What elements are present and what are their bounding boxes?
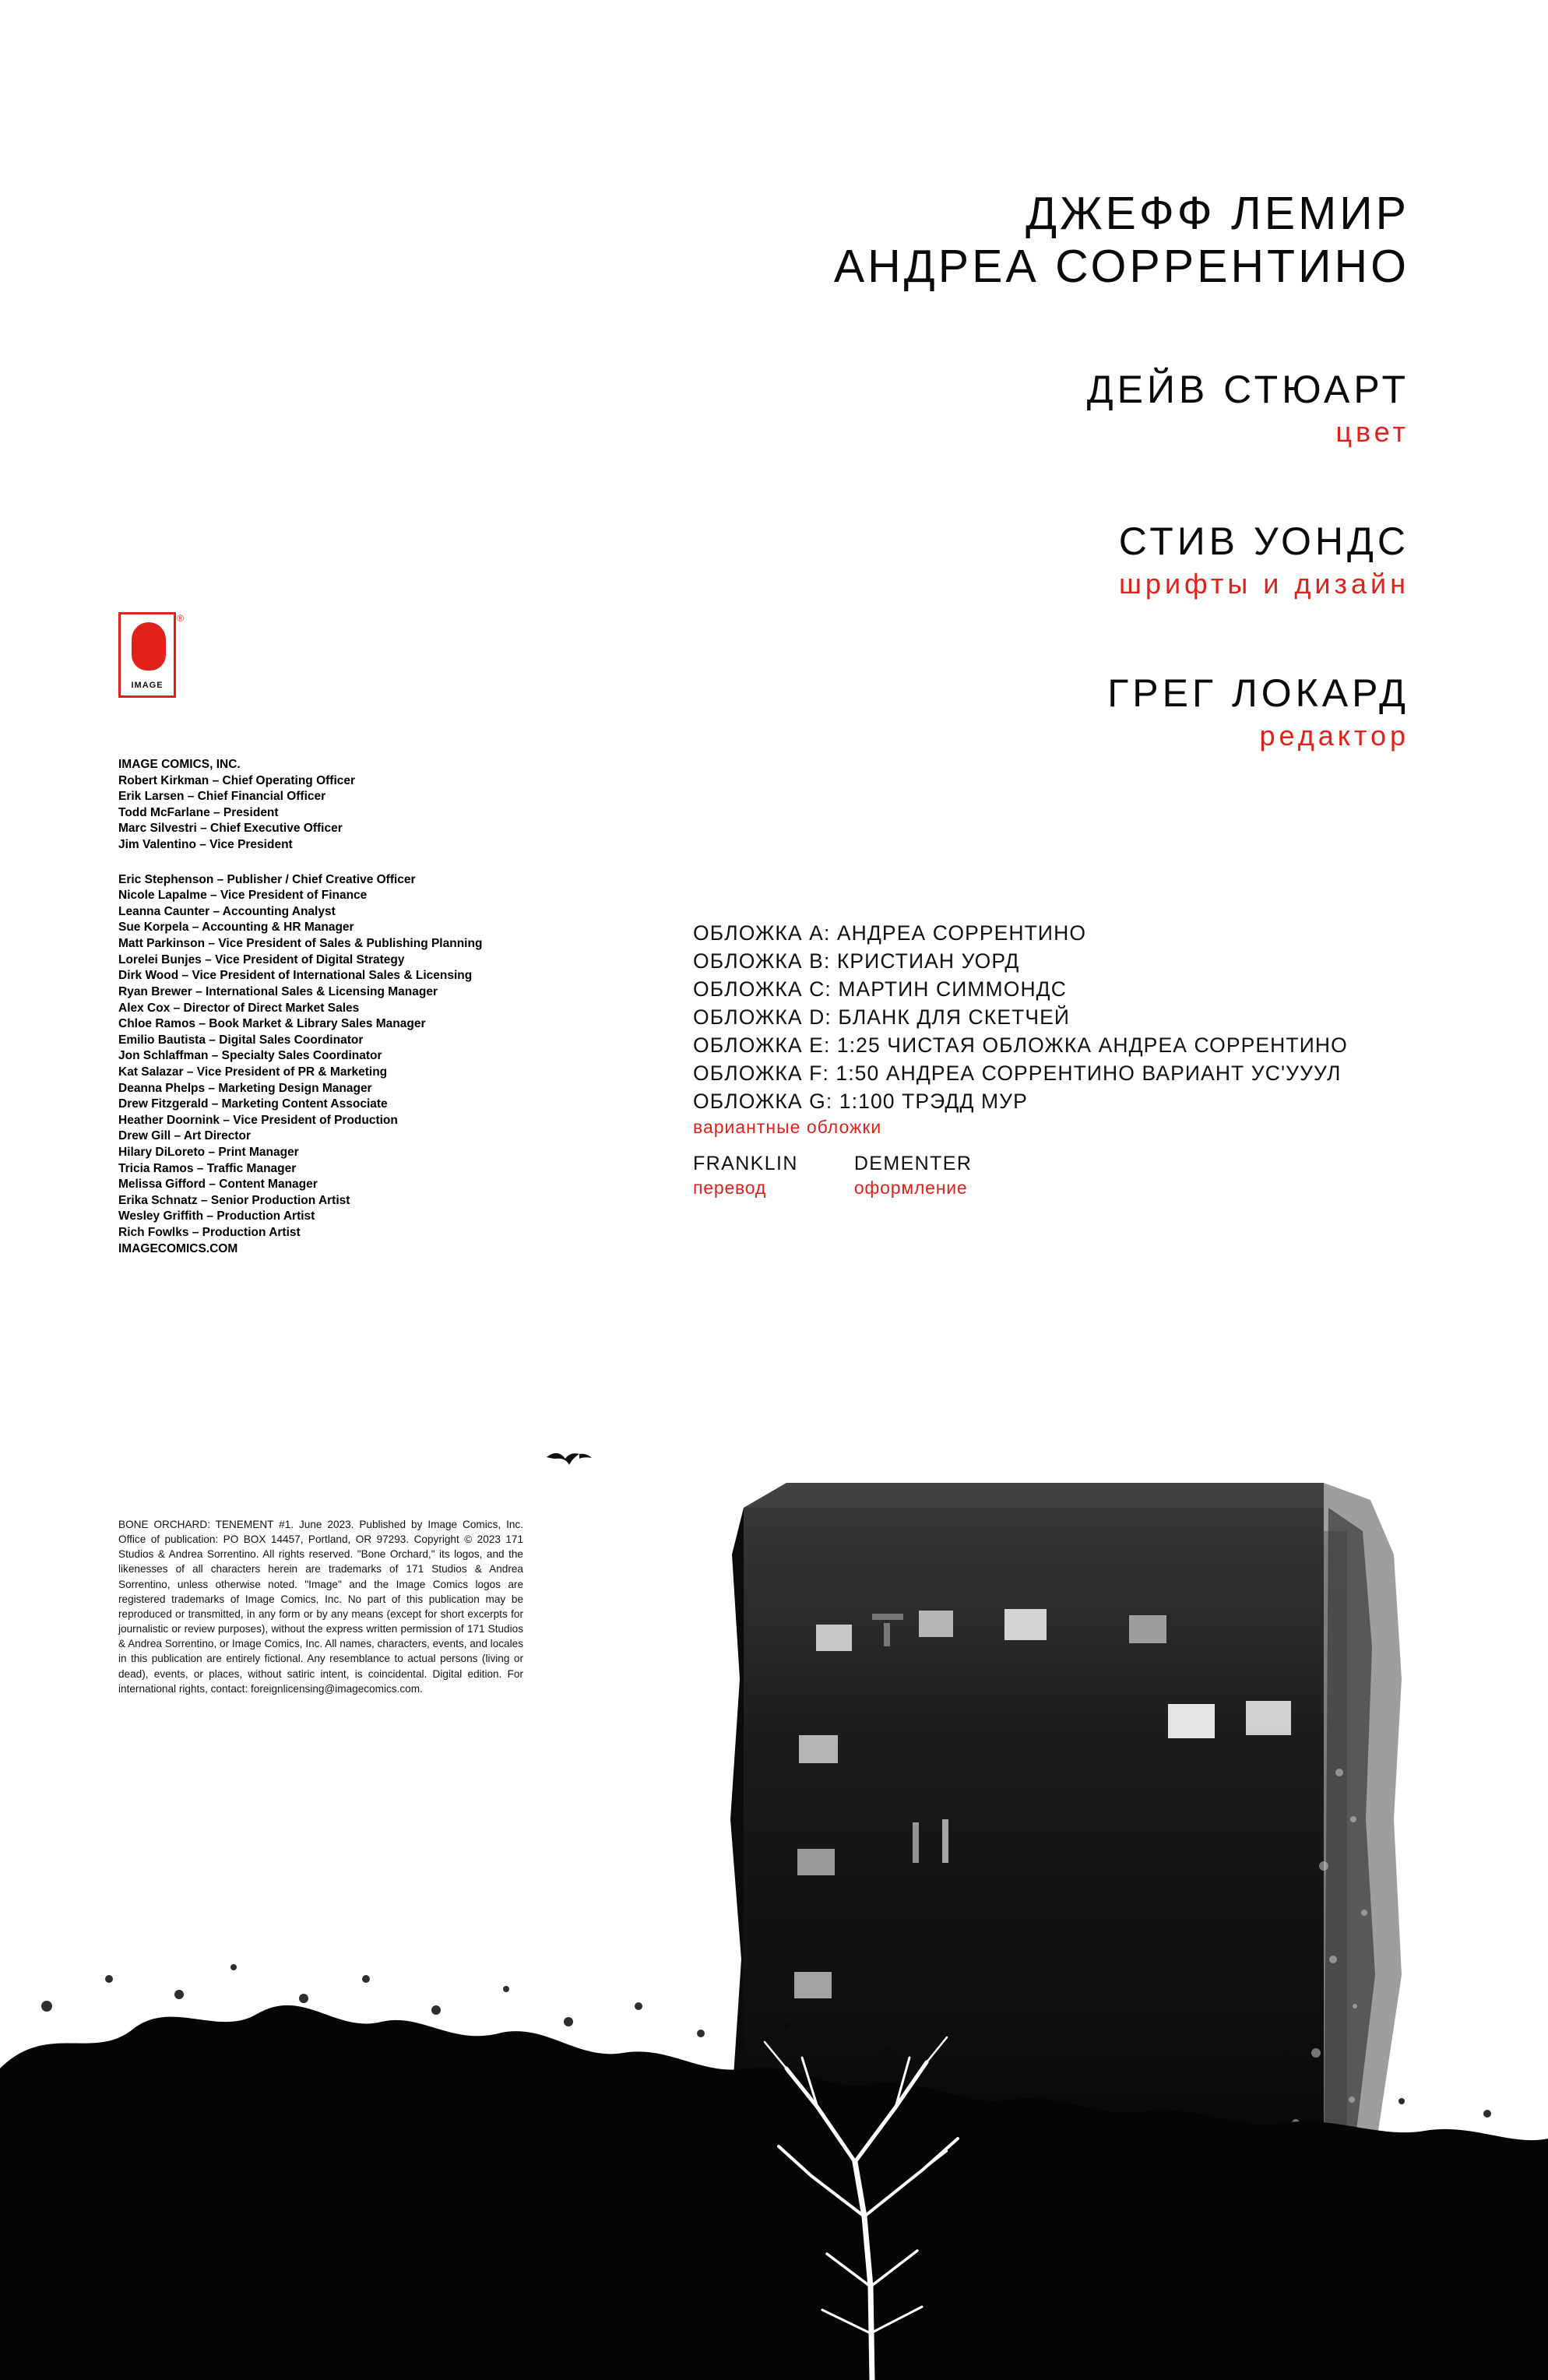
cover-line: ОБЛОЖКА D: БЛАНК ДЛЯ СКЕТЧЕЙ — [693, 1005, 1071, 1030]
creator-line-2: АНДРЕА СОРРЕНТИНО — [833, 241, 1409, 293]
designer-role: оформление — [853, 1178, 968, 1198]
staff-line: Todd McFarlane – President — [118, 805, 279, 819]
cover-line: ОБЛОЖКА E: 1:25 ЧИСТАЯ ОБЛОЖКА АНДРЕА СОРРЕНТИНО — [693, 1033, 1348, 1058]
staff-line: Erika Schnatz – Senior Production Artist — [118, 1193, 350, 1207]
creator-credits — [685, 187, 1409, 752]
localization-designer — [854, 1153, 972, 1199]
translator-name: FRANKLIN — [693, 1153, 798, 1174]
staff-line: Robert Kirkman – Chief Operating Officer — [118, 773, 356, 787]
staff-line: Hilary DiLoreto – Print Manager — [118, 1146, 299, 1160]
bare-tree — [765, 2037, 958, 2380]
staff-line: Tricia Ramos – Traffic Manager — [118, 1161, 297, 1175]
cover-line: ОБЛОЖКА F: 1:50 АНДРЕА СОРРЕНТИНО ВАРИАНТ УС'УУУЛ — [693, 1061, 1342, 1086]
cover-line: ОБЛОЖКА C: МАРТИН СИММОНДС — [693, 977, 1067, 1002]
cover-line: ОБЛОЖКА A: АНДРЕА СОРРЕНТИНО — [693, 921, 1087, 945]
staff-line: Chloe Ramos – Book Market & Library Sales Manager — [118, 1017, 426, 1031]
staff-spacer — [118, 854, 570, 872]
tenement-artwork — [0, 1274, 1548, 2380]
color-credit — [685, 368, 1409, 449]
staff-line: Drew Gill – Art Director — [118, 1129, 251, 1143]
staff-line: Wesley Griffith – Production Artist — [118, 1209, 315, 1223]
staff-line: Drew Fitzgerald – Marketing Content Associate — [118, 1097, 388, 1111]
letters-credit — [685, 520, 1409, 600]
color-artist-name: ДЕЙВ СТЮАРТ — [1086, 367, 1409, 411]
ruin-texture — [1258, 1769, 1367, 2149]
staff-line: Heather Doornink – Vice President of Production — [118, 1113, 398, 1127]
staff-website[interactable]: IMAGECOMICS.COM — [118, 1241, 238, 1255]
staff-line: Dirk Wood – Vice President of International Sales & Licensing — [118, 969, 473, 983]
cover-variants-list — [693, 919, 1425, 1138]
staff-line: Leanna Caunter – Accounting Analyst — [118, 904, 336, 918]
logo-wordmark: IMAGE — [131, 681, 164, 690]
indicia-copyright-text: BONE ORCHARD: TENEMENT #1. June 2023. Published by Image Comics, Inc. Office of publication: PO BOX 14457, Portland, OR 97293. Copyright © 2023 171 Studios & Andrea Sorrentino. All rights reserved. "Bone Orchard," its logos, and the likenesses of all characters herein are trademarks of 171 Studios & Andrea Sorrentino, unless otherwise noted. "Image" and the Image Comics logos are registered trademarks of Image Comics, Inc. No part of this publication may be reproduced or transmitted, in any form or by any means (except for short excerpts for journalistic or review purposes), without the express written permission of 171 Studios & Andrea Sorrentino, or Image Comics, Inc. All names, characters, events, and locales in this publication are entirely fictional. Any resemblance to actual persons (living or dead), events, or places, without satiric intent, is coincidental. Digital edition. For international rights, contact: foreignlicensing@imagecomics.com. — [118, 1519, 523, 1695]
registered-trademark-icon: ® — [177, 613, 184, 624]
letterer-role: шрифты и дизайн — [1119, 567, 1409, 600]
image-comics-logo — [118, 612, 184, 698]
staff-line: Deanna Phelps – Marketing Design Manager — [118, 1081, 372, 1095]
logo-bar-shape — [132, 622, 166, 671]
cover-line: ОБЛОЖКА B: КРИСТИАН УОРД — [693, 949, 1020, 973]
letterer-name: СТИВ УОНДС — [1118, 519, 1409, 563]
staff-line: Emilio Bautista – Digital Sales Coordinator — [118, 1033, 364, 1047]
staff-line: Kat Salazar – Vice President of PR & Marketing — [118, 1065, 388, 1079]
staff-line: Jim Valentino – Vice President — [118, 838, 293, 852]
staff-line: Marc Silvestri – Chief Executive Officer — [118, 822, 343, 836]
editor-name: ГРЕГ ЛОКАРД — [1107, 671, 1409, 715]
lit-windows — [794, 1609, 1291, 1998]
creator-line-1: ДЖЕФФ ЛЕМИР — [1026, 188, 1409, 239]
staff-company-name: IMAGE COMICS, INC. — [118, 758, 241, 771]
localization-credits — [693, 1153, 972, 1199]
staff-line: Sue Korpela – Accounting & HR Manager — [118, 921, 354, 935]
cover-line: ОБЛОЖКА G: 1:100 ТРЭДД МУР — [693, 1090, 1028, 1114]
editor-credit — [685, 672, 1409, 752]
treeline-speckle — [41, 1964, 1491, 2118]
bird-silhouette-icon — [545, 1445, 600, 1476]
staff-line: Eric Stephenson – Publisher / Chief Creative Officer — [118, 872, 416, 886]
staff-line: Matt Parkinson – Vice President of Sales & Publishing Planning — [118, 937, 483, 951]
staff-line: Jon Schlaffman – Specialty Sales Coordinator — [118, 1049, 382, 1063]
staff-line: Erik Larsen – Chief Financial Officer — [118, 790, 326, 804]
staff-line: Nicole Lapalme – Vice President of Finance — [118, 889, 368, 903]
treeline-silhouette — [0, 2005, 1548, 2380]
translator-role: перевод — [693, 1178, 767, 1198]
staff-list — [118, 757, 570, 1257]
color-artist-role: цвет — [1335, 415, 1409, 448]
cover-variants-role: вариантные обложки — [693, 1117, 882, 1138]
building-mass — [730, 1483, 1402, 2209]
staff-line: Melissa Gifford – Content Manager — [118, 1178, 318, 1192]
staff-line: Ryan Brewer – International Sales & Licensing Manager — [118, 984, 438, 998]
staff-line: Alex Cox – Director of Direct Market Sales — [118, 1001, 360, 1015]
staff-line: Rich Fowlks – Production Artist — [118, 1226, 301, 1240]
localization-translator — [693, 1153, 798, 1199]
designer-name: DEMENTER — [853, 1153, 973, 1174]
editor-role: редактор — [1259, 719, 1409, 752]
staff-line: Lorelei Bunjes – Vice President of Digital Strategy — [118, 952, 405, 966]
